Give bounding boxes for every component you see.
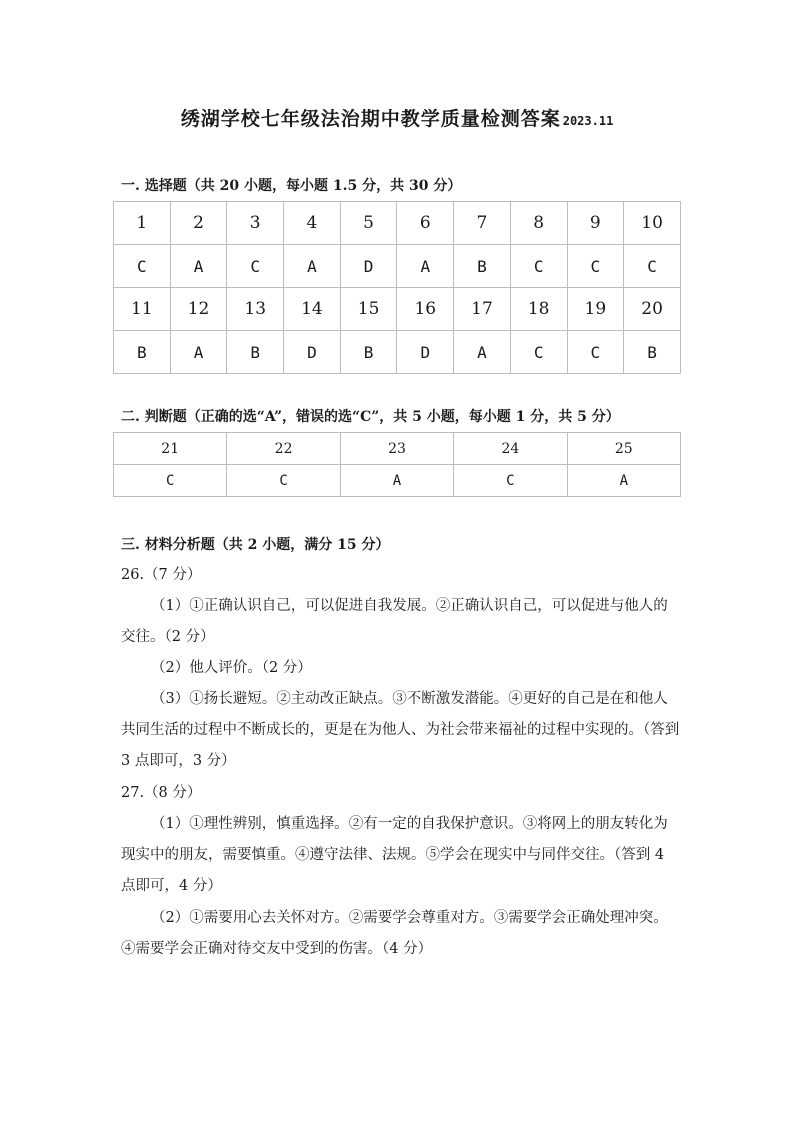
choice-number-cell: 6: [397, 202, 454, 245]
choice-answer-cell: B: [340, 331, 397, 374]
choice-number-cell: 4: [284, 202, 341, 245]
choice-number-cell: 20: [624, 288, 681, 331]
choice-answer-cell: C: [567, 245, 624, 288]
judgement-number-cell: 21: [114, 433, 227, 465]
choice-answer-cell: D: [284, 331, 341, 374]
judgement-answer-cell: C: [454, 465, 567, 497]
choice-answer-cell: C: [510, 331, 567, 374]
choice-number-cell: 14: [284, 288, 341, 331]
choice-number-cell: 18: [510, 288, 567, 331]
q26-label: 26.（7 分）: [121, 567, 202, 583]
choice-answer-table: [113, 201, 681, 374]
choice-number-cell: 7: [454, 202, 511, 245]
choice-answer-cell: B: [227, 331, 284, 374]
choice-row: [114, 202, 681, 245]
choice-number-cell: 10: [624, 202, 681, 245]
section3-heading: 三. 材料分析题（共 2 小题，满分 15 分）: [121, 537, 390, 553]
document-title: [0, 104, 794, 131]
q26-answer-3: （3）①扬长避短。②主动改正缺点。③不断激发潜能。④更好的自己是在和他人共同生活的过程中不断成长的，更是在为他人、为社会带来福祉的过程中实现的。（答到 3 点即可，3 分）: [121, 691, 680, 769]
choice-answer-cell: A: [454, 331, 511, 374]
choice-number-cell: 19: [567, 288, 624, 331]
judgement-number-cell: 25: [567, 433, 680, 465]
choice-number-cell: 12: [170, 288, 227, 331]
q26-answer-2: （2）他人评价。（2 分）: [151, 660, 312, 676]
section1-heading: 一. 选择题（共 20 小题，每小题 1.5 分，共 30 分）: [121, 178, 462, 194]
choice-number-cell: 3: [227, 202, 284, 245]
choice-row: [114, 331, 681, 374]
judgement-row: [114, 465, 681, 497]
judgement-answer-cell: C: [227, 465, 340, 497]
judgement-number-cell: 23: [340, 433, 453, 465]
choice-row: [114, 288, 681, 331]
choice-number-cell: 15: [340, 288, 397, 331]
choice-answer-cell: A: [397, 245, 454, 288]
choice-number-cell: 5: [340, 202, 397, 245]
judgement-answer-cell: A: [567, 465, 680, 497]
choice-number-cell: 13: [227, 288, 284, 331]
choice-answer-cell: C: [624, 245, 681, 288]
choice-number-cell: 8: [510, 202, 567, 245]
choice-row: [114, 245, 681, 288]
choice-answer-cell: C: [510, 245, 567, 288]
choice-answer-cell: D: [340, 245, 397, 288]
title-text: 绣湖学校七年级法治期中教学质量检测答案: [180, 108, 561, 130]
judgement-number-cell: 22: [227, 433, 340, 465]
choice-number-cell: 9: [567, 202, 624, 245]
q27-answer-1: （1）①理性辨别，慎重选择。②有一定的自我保护意识。③将网上的朋友转化为现实中的朋友，需要慎重。④遵守法律、法规。⑤学会在现实中与同伴交往。（答到 4 点即可，4 分）: [121, 816, 668, 894]
choice-answer-cell: A: [170, 331, 227, 374]
choice-number-cell: 1: [114, 202, 171, 245]
q26-answer-1: （1）①正确认识自己，可以促进自我发展。②正确认识自己，可以促进与他人的交往。（2 分）: [121, 598, 668, 645]
choice-answer-cell: B: [624, 331, 681, 374]
section2-heading: 二. 判断题（正确的选“A”，错误的选“C”，共 5 小题，每小题 1 分，共 5 分）: [121, 409, 620, 425]
choice-answer-cell: A: [170, 245, 227, 288]
choice-number-cell: 11: [114, 288, 171, 331]
judgement-row: [114, 433, 681, 465]
choice-answer-cell: B: [454, 245, 511, 288]
q27-answer-2: （2）①需要用心去关怀对方。②需要学会尊重对方。③需要学会正确处理冲突。④需要学会正确对待交友中受到的伤害。（4 分）: [121, 910, 668, 957]
choice-answer-cell: B: [114, 331, 171, 374]
choice-answer-cell: C: [114, 245, 171, 288]
judgement-answer-cell: C: [114, 465, 227, 497]
title-date: 2023.11: [562, 114, 614, 128]
choice-number-cell: 16: [397, 288, 454, 331]
choice-number-cell: 2: [170, 202, 227, 245]
judgement-answer-cell: A: [340, 465, 453, 497]
choice-answer-cell: A: [284, 245, 341, 288]
q27-label: 27.（8 分）: [121, 785, 202, 801]
choice-answer-cell: C: [227, 245, 284, 288]
choice-answer-cell: C: [567, 331, 624, 374]
judgement-answer-table: [113, 432, 681, 497]
choice-answer-cell: D: [397, 331, 454, 374]
judgement-number-cell: 24: [454, 433, 567, 465]
choice-number-cell: 17: [454, 288, 511, 331]
